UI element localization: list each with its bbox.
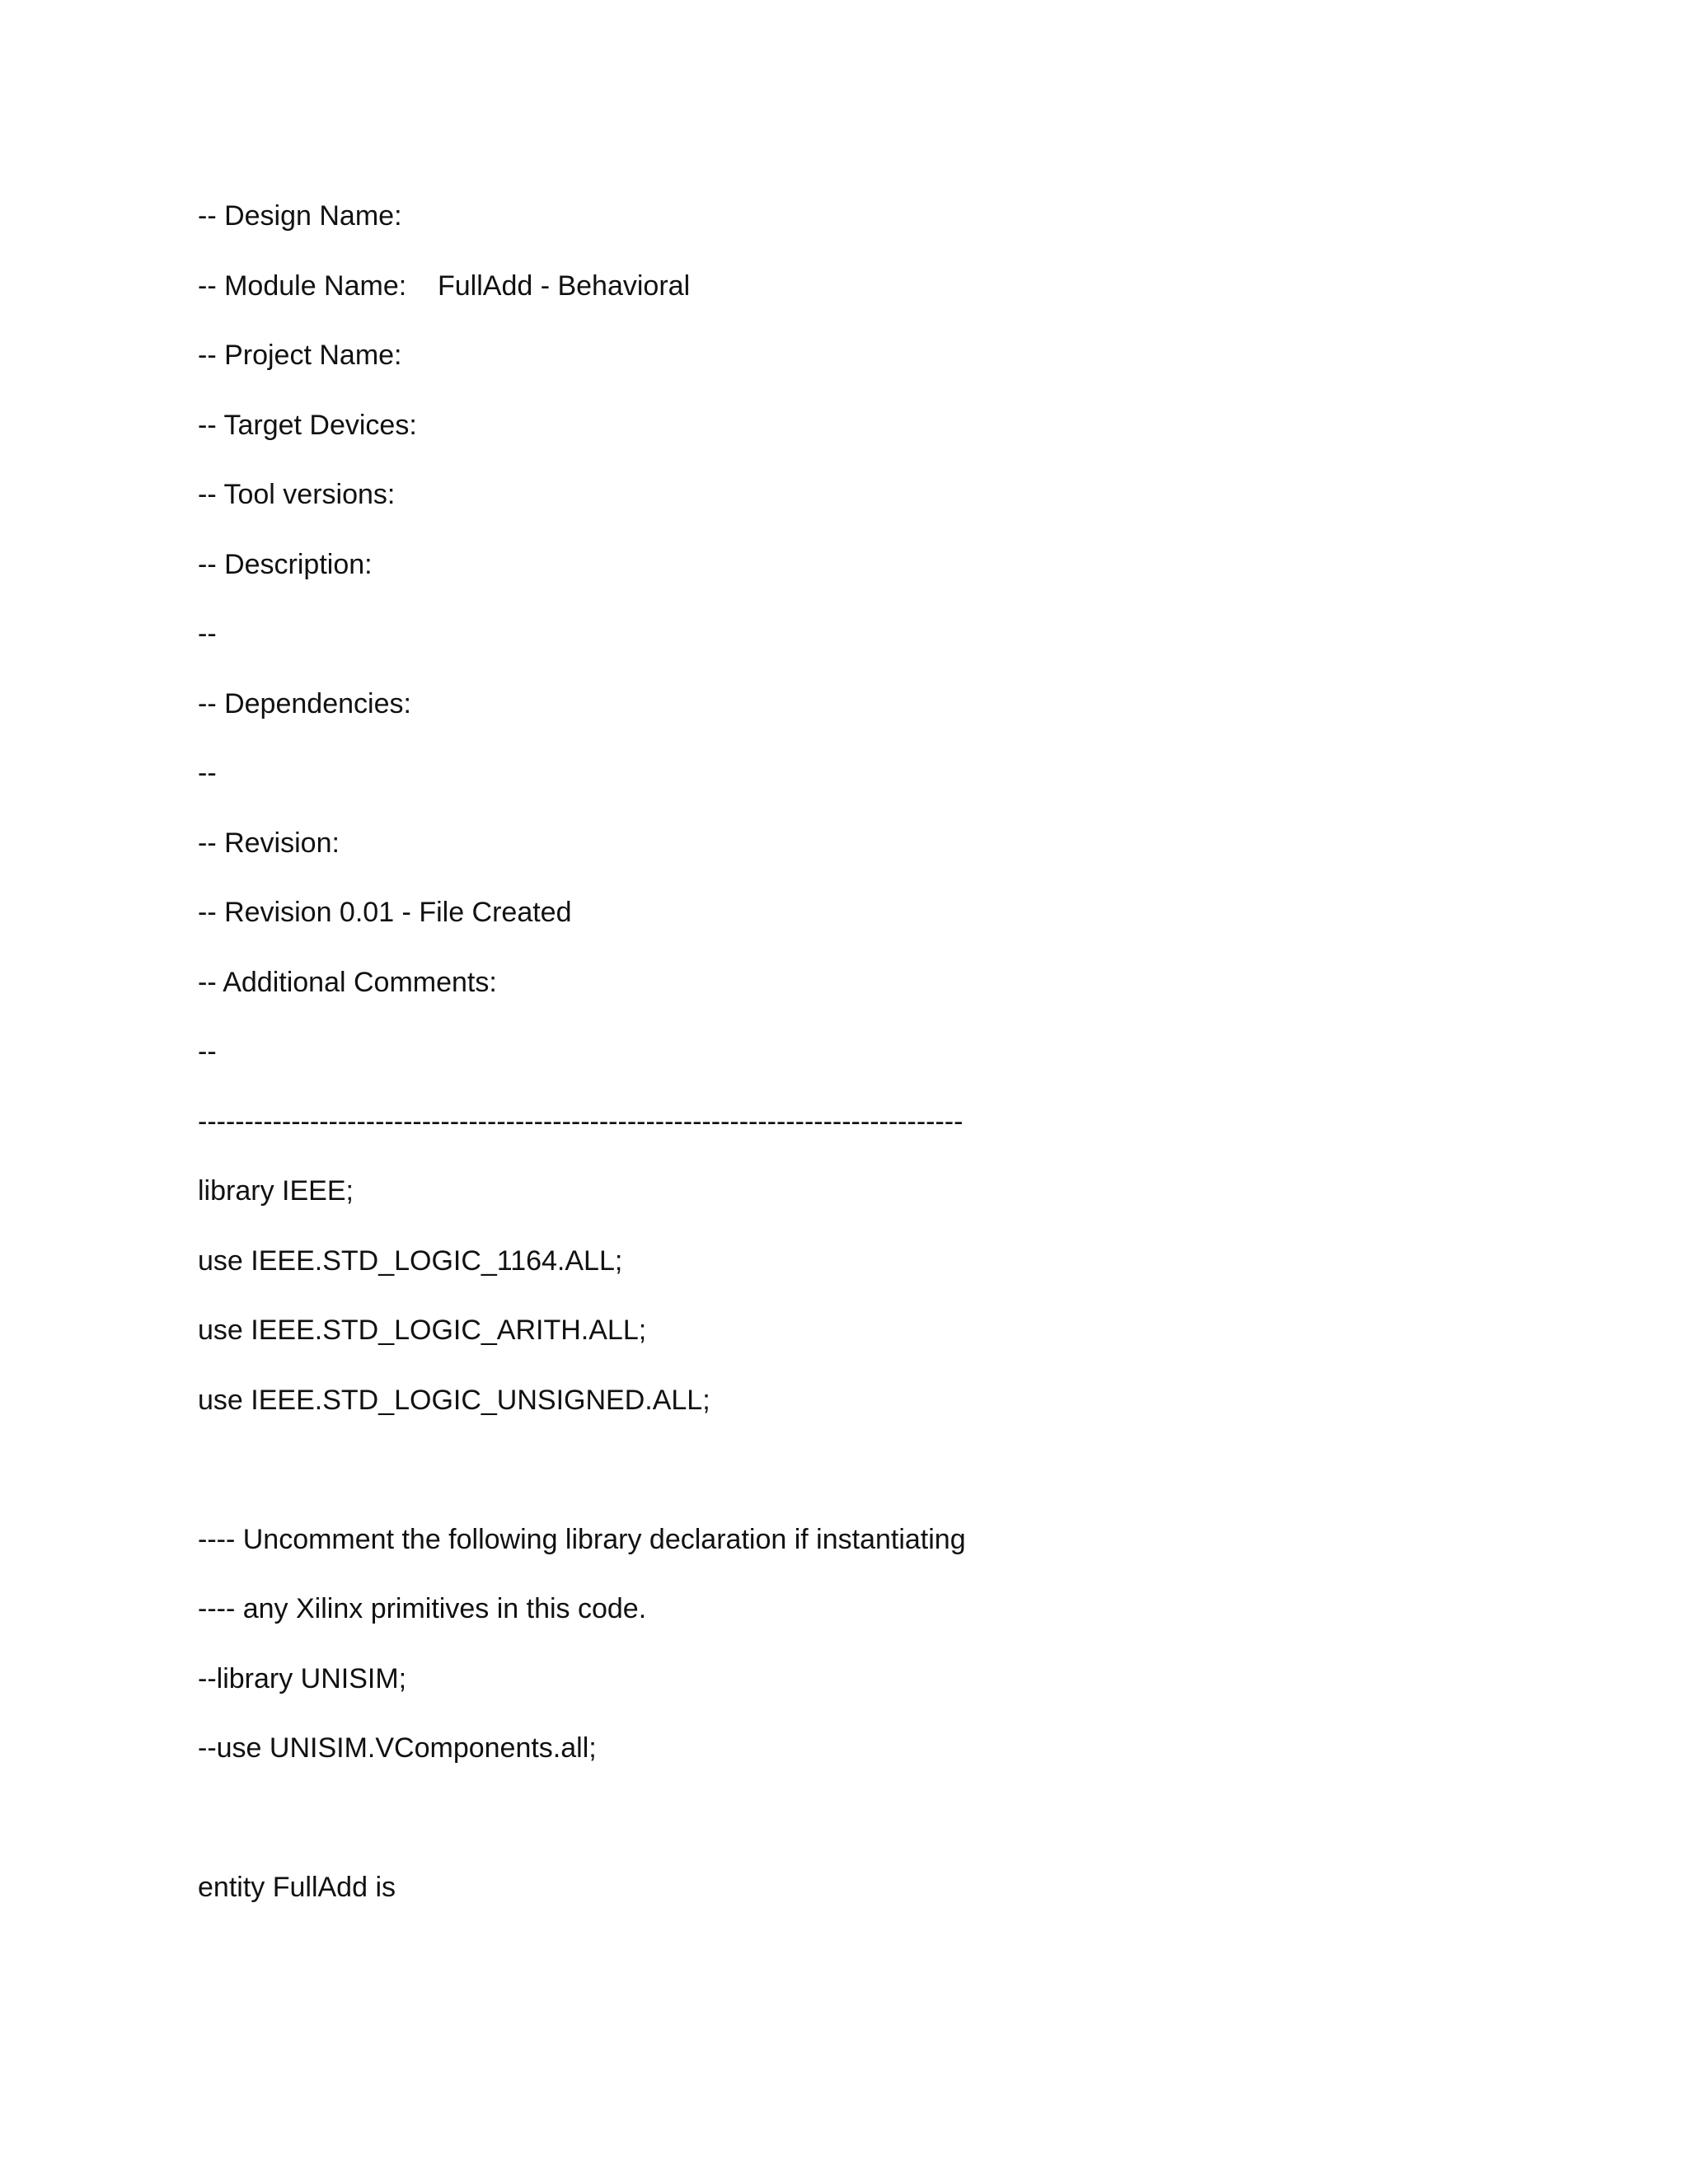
uncomment-note-line-1: ---- Uncomment the following library declaration if instantiating <box>198 1523 966 1555</box>
use-clause-std-logic-unsigned: use IEEE.STD_LOGIC_UNSIGNED.ALL; <box>198 1384 710 1416</box>
library-declaration: library IEEE; <box>198 1175 354 1207</box>
separator-comment-line: ---------------------------------------------------------------------------------- <box>198 1105 964 1137</box>
commented-use-unisim: --use UNISIM.VComponents.all; <box>198 1732 597 1764</box>
revision-detail-comment: -- Revision 0.01 - File Created <box>198 897 572 928</box>
tool-versions-comment: -- Tool versions: <box>198 479 396 510</box>
empty-comment-line: -- <box>198 1036 217 1067</box>
use-clause-std-logic-1164: use IEEE.STD_LOGIC_1164.ALL; <box>198 1244 623 1277</box>
module-name-comment: -- Module Name: FullAdd - Behavioral <box>198 269 691 302</box>
uncomment-note-line-2: ---- any Xilinx primitives in this code. <box>198 1593 647 1624</box>
use-clause-std-logic-arith: use IEEE.STD_LOGIC_ARITH.ALL; <box>198 1315 647 1346</box>
blank-line <box>198 1450 1517 1520</box>
vhdl-code-block <box>198 196 1517 1938</box>
empty-comment-line: -- <box>198 757 217 789</box>
entity-declaration: entity FullAdd is <box>198 1872 396 1903</box>
description-comment: -- Description: <box>198 548 373 580</box>
blank-line <box>198 1798 1517 1868</box>
design-name-comment: -- Design Name: <box>198 200 402 232</box>
target-devices-comment: -- Target Devices: <box>198 409 417 441</box>
commented-library-unisim: --library UNISIM; <box>198 1662 407 1694</box>
revision-comment: -- Revision: <box>198 827 340 859</box>
empty-comment-line: -- <box>198 618 217 649</box>
dependencies-comment: -- Dependencies: <box>198 687 411 719</box>
project-name-comment: -- Project Name: <box>198 340 402 371</box>
additional-comments-comment: -- Additional Comments: <box>198 966 497 998</box>
